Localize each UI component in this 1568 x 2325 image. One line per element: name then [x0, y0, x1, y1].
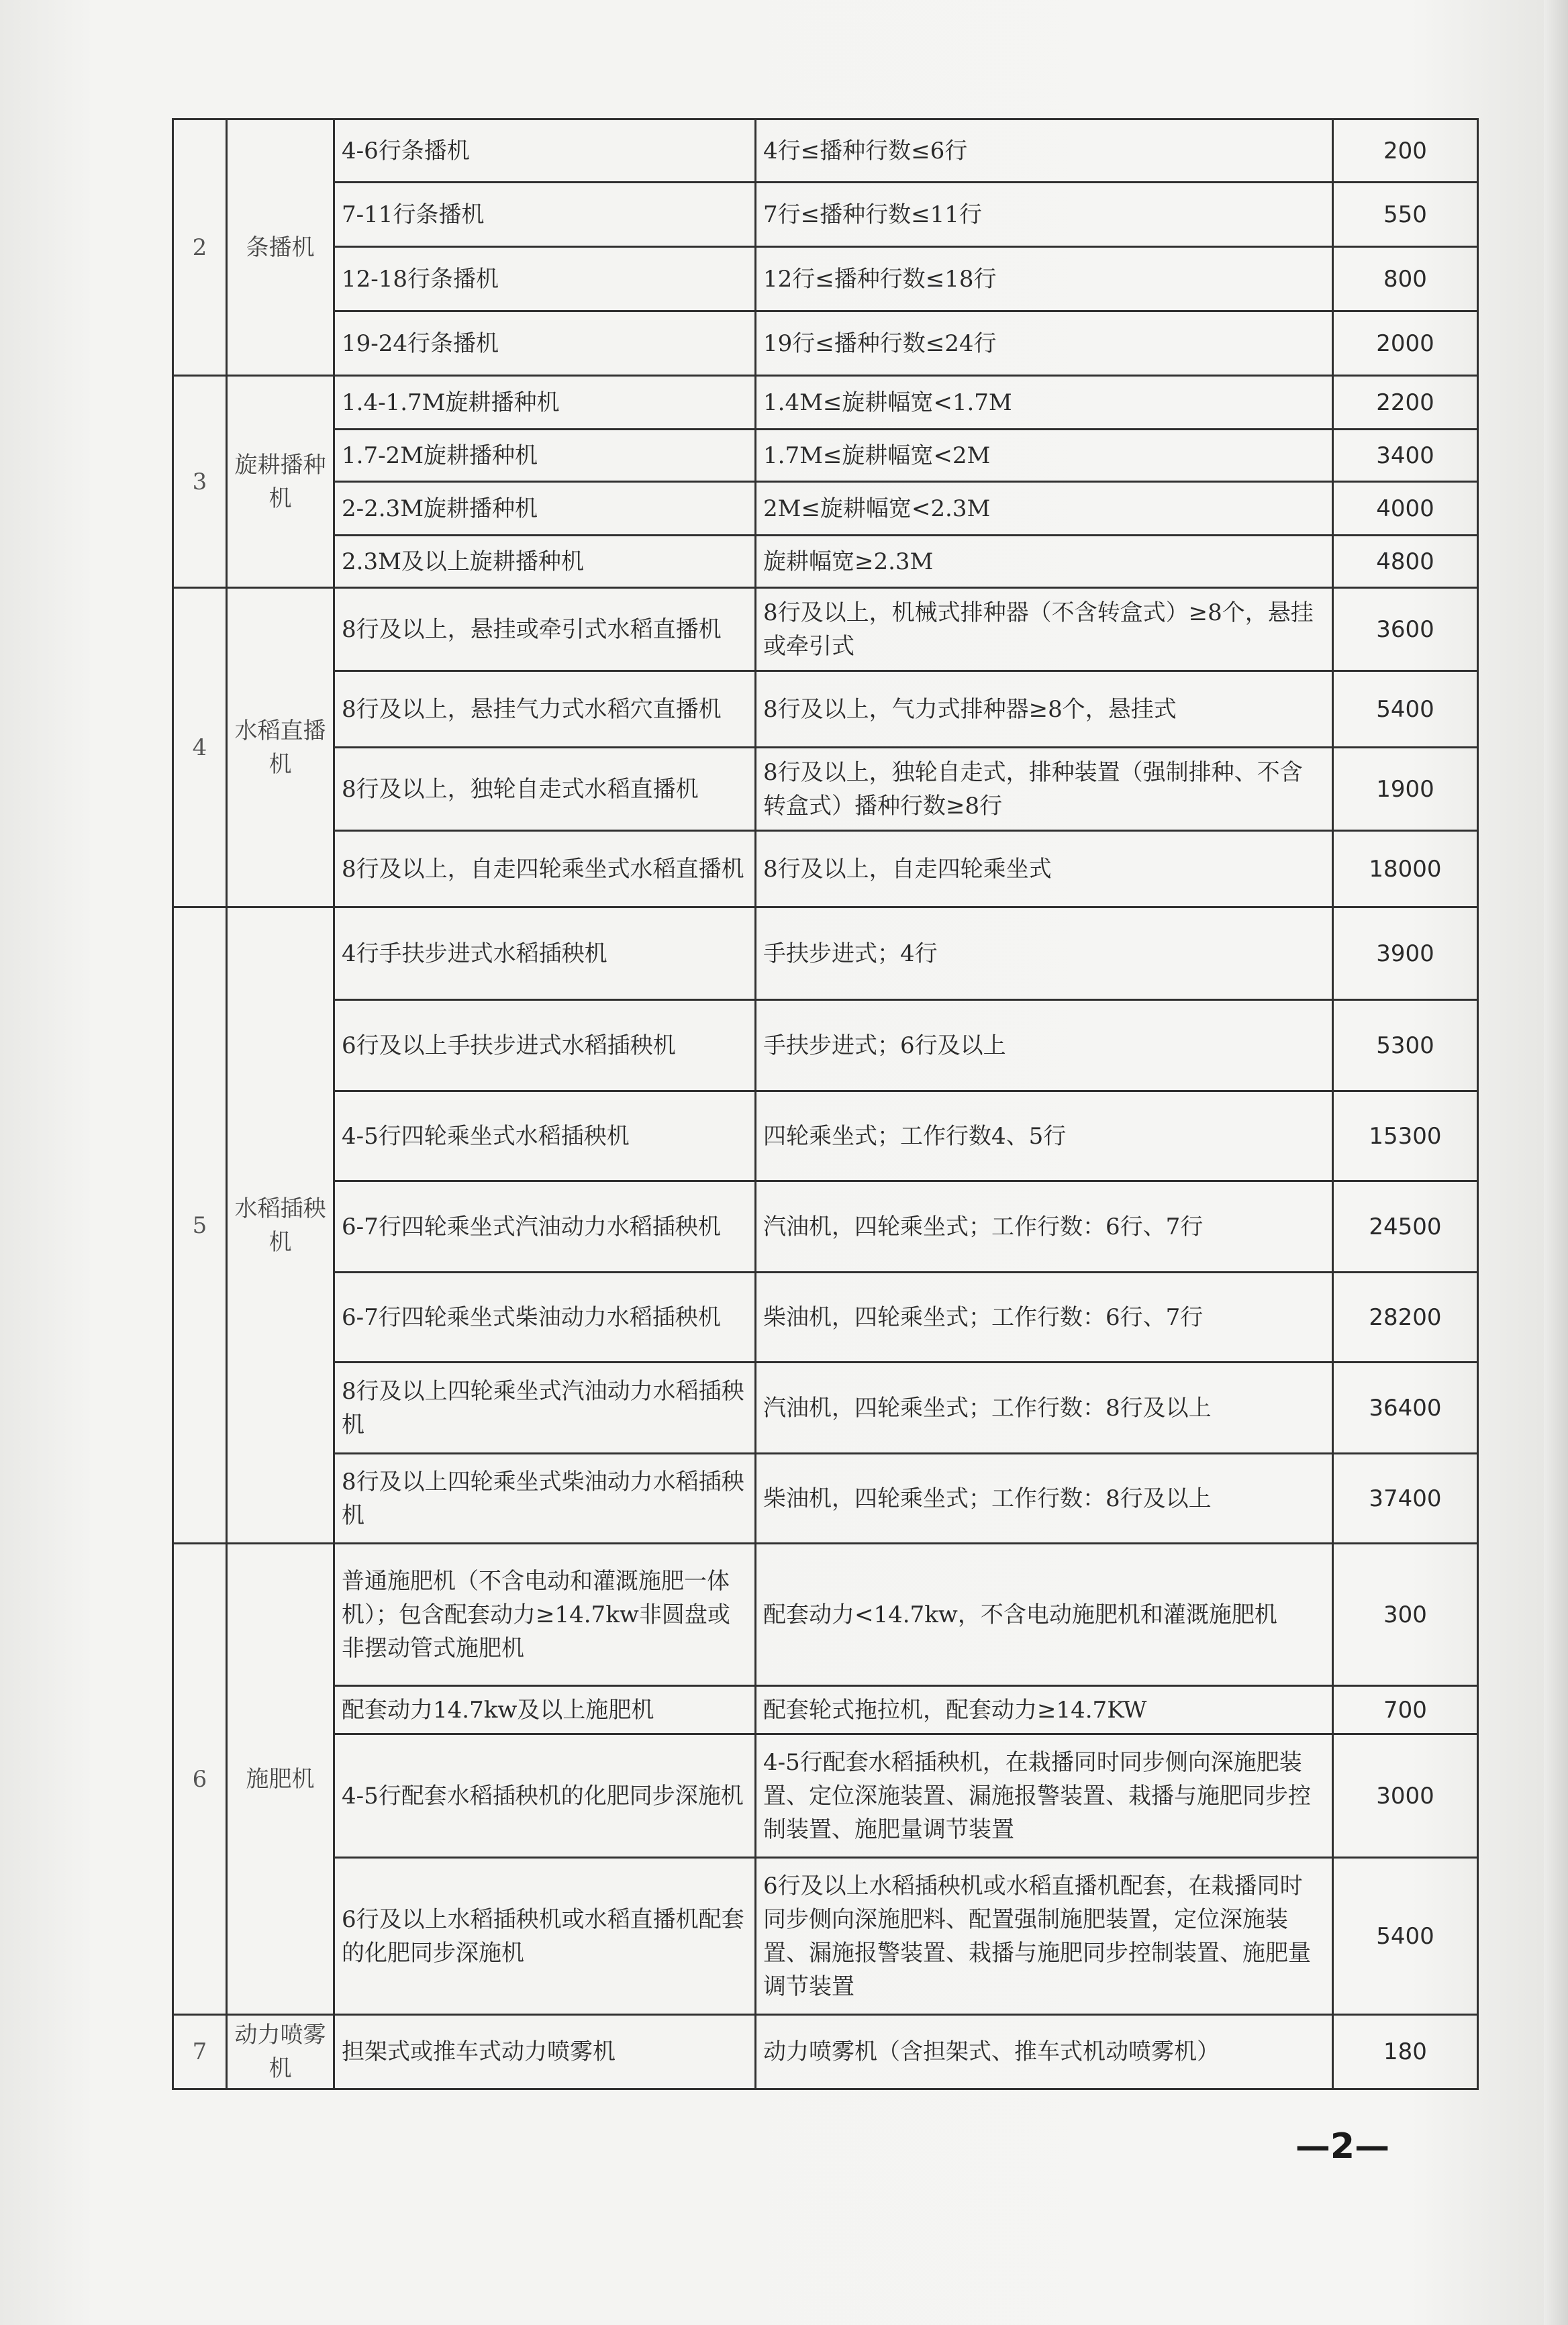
spec-cell: 8行及以上，机械式排种器（不含转盒式）≥8个，悬挂或牵引式	[756, 588, 1333, 671]
category-cell: 动力喷雾机	[227, 2015, 334, 2089]
table-row	[173, 1686, 1478, 1734]
table-row	[173, 119, 1478, 183]
table-row	[173, 1858, 1478, 2015]
spec-cell: 12行≤播种行数≤18行	[756, 247, 1333, 311]
row-index: 5	[173, 907, 227, 1544]
table-row	[173, 2015, 1478, 2089]
spec-cell: 汽油机，四轮乘坐式；工作行数：6行、7行	[756, 1181, 1333, 1273]
table-row	[173, 1544, 1478, 1686]
amount-cell: 5300	[1333, 1000, 1478, 1091]
amount-cell: 5400	[1333, 671, 1478, 748]
page-number: —2—	[1295, 2126, 1390, 2167]
machine-name: 1.7-2M旋耕播种机	[334, 430, 756, 482]
table-row	[173, 588, 1478, 671]
machine-name: 2-2.3M旋耕播种机	[334, 482, 756, 536]
spec-cell: 四轮乘坐式；工作行数4、5行	[756, 1091, 1333, 1181]
table-row	[173, 1734, 1478, 1858]
amount-cell: 28200	[1333, 1273, 1478, 1363]
row-index: 3	[173, 376, 227, 588]
machine-name: 8行及以上，独轮自走式水稻直播机	[334, 748, 756, 831]
spec-cell: 19行≤播种行数≤24行	[756, 311, 1333, 376]
table-row	[173, 376, 1478, 430]
machine-name: 7-11行条播机	[334, 183, 756, 247]
machine-name: 6-7行四轮乘坐式柴油动力水稻插秧机	[334, 1273, 756, 1363]
machine-name: 4-5行配套水稻插秧机的化肥同步深施机	[334, 1734, 756, 1858]
amount-cell: 5400	[1333, 1858, 1478, 2015]
category-cell: 旋耕播种机	[227, 376, 334, 588]
table-row	[173, 536, 1478, 588]
machine-name: 配套动力14.7kw及以上施肥机	[334, 1686, 756, 1734]
machine-name: 12-18行条播机	[334, 247, 756, 311]
amount-cell: 550	[1333, 183, 1478, 247]
spec-cell: 柴油机，四轮乘坐式；工作行数：6行、7行	[756, 1273, 1333, 1363]
table-row	[173, 1454, 1478, 1544]
table-row	[173, 1181, 1478, 1273]
spec-cell: 4行≤播种行数≤6行	[756, 119, 1333, 183]
spec-cell: 6行及以上水稻插秧机或水稻直播机配套，在栽播同时同步侧向深施肥料、配置强制施肥装置，定位深施装置、漏施报警装置、栽播与施肥同步控制装置、施肥量调节装置	[756, 1858, 1333, 2015]
machine-name: 4行手扶步进式水稻插秧机	[334, 907, 756, 1000]
amount-cell: 800	[1333, 247, 1478, 311]
spec-cell: 手扶步进式；4行	[756, 907, 1333, 1000]
spec-cell: 旋耕幅宽≥2.3M	[756, 536, 1333, 588]
machine-name: 6行及以上手扶步进式水稻插秧机	[334, 1000, 756, 1091]
machine-name: 8行及以上，自走四轮乘坐式水稻直播机	[334, 831, 756, 907]
page-edge-shadow	[1544, 0, 1568, 2325]
machine-name: 2.3M及以上旋耕播种机	[334, 536, 756, 588]
category-cell: 条播机	[227, 119, 334, 376]
amount-cell: 15300	[1333, 1091, 1478, 1181]
spec-cell: 柴油机，四轮乘坐式；工作行数：8行及以上	[756, 1454, 1333, 1544]
table-row	[173, 311, 1478, 376]
table-row	[173, 907, 1478, 1000]
table-row	[173, 183, 1478, 247]
amount-cell: 700	[1333, 1686, 1478, 1734]
table-row	[173, 1091, 1478, 1181]
amount-cell: 2200	[1333, 376, 1478, 430]
spec-cell: 2M≤旋耕幅宽<2.3M	[756, 482, 1333, 536]
amount-cell: 300	[1333, 1544, 1478, 1686]
amount-cell: 2000	[1333, 311, 1478, 376]
subsidy-table	[172, 118, 1479, 2090]
spec-cell: 8行及以上，气力式排种器≥8个，悬挂式	[756, 671, 1333, 748]
amount-cell: 4000	[1333, 482, 1478, 536]
spec-cell: 手扶步进式；6行及以上	[756, 1000, 1333, 1091]
row-index: 6	[173, 1544, 227, 2015]
table-row	[173, 482, 1478, 536]
amount-cell: 3900	[1333, 907, 1478, 1000]
spec-cell: 配套轮式拖拉机，配套动力≥14.7KW	[756, 1686, 1333, 1734]
amount-cell: 24500	[1333, 1181, 1478, 1273]
machine-name: 普通施肥机（不含电动和灌溉施肥一体机）；包含配套动力≥14.7kw非圆盘或非摆动管式施肥机	[334, 1544, 756, 1686]
amount-cell: 1900	[1333, 748, 1478, 831]
spec-cell: 动力喷雾机（含担架式、推车式机动喷雾机）	[756, 2015, 1333, 2089]
spec-cell: 8行及以上，独轮自走式，排种装置（强制排种、不含转盒式）播种行数≥8行	[756, 748, 1333, 831]
amount-cell: 37400	[1333, 1454, 1478, 1544]
spec-cell: 汽油机，四轮乘坐式；工作行数：8行及以上	[756, 1363, 1333, 1454]
machine-name: 8行及以上四轮乘坐式汽油动力水稻插秧机	[334, 1363, 756, 1454]
table-row	[173, 1000, 1478, 1091]
category-cell: 施肥机	[227, 1544, 334, 2015]
spec-cell: 1.4M≤旋耕幅宽<1.7M	[756, 376, 1333, 430]
row-index: 2	[173, 119, 227, 376]
spec-cell: 1.7M≤旋耕幅宽<2M	[756, 430, 1333, 482]
spec-cell: 7行≤播种行数≤11行	[756, 183, 1333, 247]
amount-cell: 36400	[1333, 1363, 1478, 1454]
spec-cell: 4-5行配套水稻插秧机，在栽播同时同步侧向深施肥装置、定位深施装置、漏施报警装置、栽播与施肥同步控制装置、施肥量调节装置	[756, 1734, 1333, 1858]
table-row	[173, 1273, 1478, 1363]
machine-name: 4-5行四轮乘坐式水稻插秧机	[334, 1091, 756, 1181]
table-row	[173, 671, 1478, 748]
amount-cell: 180	[1333, 2015, 1478, 2089]
amount-cell: 4800	[1333, 536, 1478, 588]
amount-cell: 200	[1333, 119, 1478, 183]
row-index: 7	[173, 2015, 227, 2089]
machine-name: 19-24行条播机	[334, 311, 756, 376]
table-row	[173, 748, 1478, 831]
spec-cell: 8行及以上，自走四轮乘坐式	[756, 831, 1333, 907]
machine-name: 6-7行四轮乘坐式汽油动力水稻插秧机	[334, 1181, 756, 1273]
amount-cell: 18000	[1333, 831, 1478, 907]
row-index: 4	[173, 588, 227, 907]
machine-name: 8行及以上四轮乘坐式柴油动力水稻插秧机	[334, 1454, 756, 1544]
machine-name: 1.4-1.7M旋耕播种机	[334, 376, 756, 430]
machine-name: 4-6行条播机	[334, 119, 756, 183]
machine-name: 6行及以上水稻插秧机或水稻直播机配套的化肥同步深施机	[334, 1858, 756, 2015]
amount-cell: 3000	[1333, 1734, 1478, 1858]
category-cell: 水稻插秧机	[227, 907, 334, 1544]
table-row	[173, 1363, 1478, 1454]
amount-cell: 3600	[1333, 588, 1478, 671]
machine-name: 8行及以上，悬挂气力式水稻穴直播机	[334, 671, 756, 748]
table-row	[173, 831, 1478, 907]
machine-name: 8行及以上，悬挂或牵引式水稻直播机	[334, 588, 756, 671]
amount-cell: 3400	[1333, 430, 1478, 482]
spec-cell: 配套动力<14.7kw，不含电动施肥机和灌溉施肥机	[756, 1544, 1333, 1686]
table-row	[173, 430, 1478, 482]
category-cell: 水稻直播机	[227, 588, 334, 907]
machine-name: 担架式或推车式动力喷雾机	[334, 2015, 756, 2089]
table-row	[173, 247, 1478, 311]
